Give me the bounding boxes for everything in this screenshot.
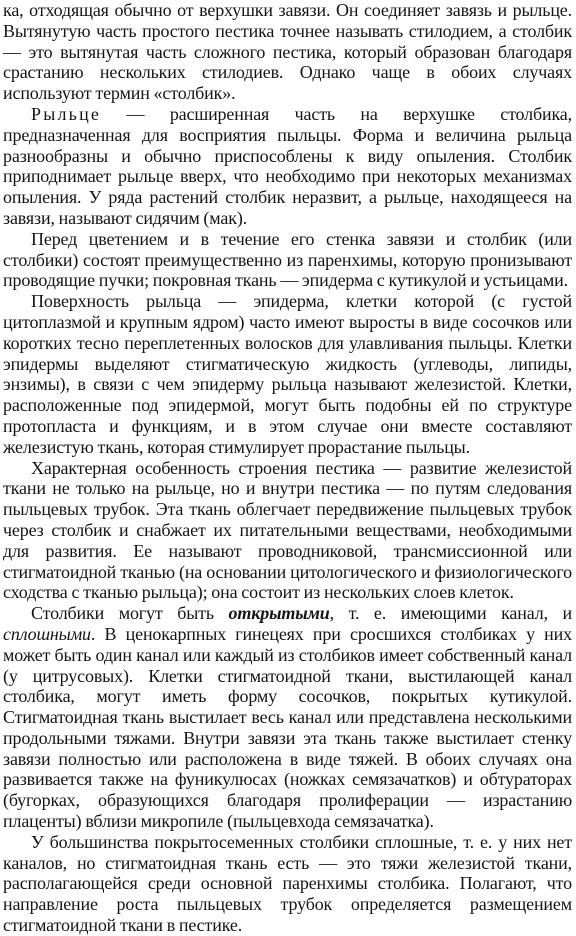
paragraph-text: Характерная особенность строения пестика — развитие железистой ткани не только на рыльце, но и внутри пестика — по путям следования пыльцевых трубок. Эта ткань облегчает передвижение пыльцевых трубок через столбик и снабжает их питательными веществами, необходимыми для развития. Ее называют проводниковой, трансмиссионной или стигматоидной тканью (на основании цитологического и физиологического сходства с тканью рыльца); она состоит из нескольких слоев клеток. (3, 457, 572, 603)
term-open: открытыми (228, 603, 330, 624)
paragraph-ovary-wall (3, 229, 572, 291)
paragraph-text: У большинства покрытосеменных столбики сплошные, т. е. у них нет каналов, но стигматоидная ткань есть — это тяжи железистой ткани, располагающейся среди основной паренхимы столбика. Полагают, что направление роста пыльцевых трубок определяется размещением стигматоидной ткани в пестике. (3, 831, 572, 936)
paragraph-text: Поверхность рыльца — эпидерма, клетки которой (с густой цитоплазмой и крупным ядром) часто имеют выросты в виде сосочков или коротких тесно переплетенных волосков для улавливания пыльцы. Клетки эпидермы выделяют стигматическую жидкость (углеводы, липиды, энзимы), в связи с чем эпидерму рыльца называют железистой. Клетки, расположенные под эпидермой, могут быть подобны ей по структуре протопласта и функциям, и в этом случае они вместе составляют железистую ткань, которая стимулирует прорастание пыльцы. (3, 291, 572, 457)
paragraph-text: — расширенная часть на верхушке столбика, предназначенная для восприятия пыльцы. Форма и величина рыльца разнообразны и обычно приспособлены к виду опыления. Столбик приподнимает рыльце вверх, что необходимо при некоторых механизмах опыления. У ряда растений столбик неразвит, а рыльце, находящееся на завязи, называют сидячим (мак). (3, 103, 572, 228)
paragraph-angiosperms (3, 832, 572, 936)
paragraph-text: Перед цветением и в течение его стенка завязи и столбик (или столбики) состоят преимущественно из паренхимы, которую пронизывают проводящие пучки; покровная ткань — эпидерма с кутикулой и устьицами. (3, 228, 572, 291)
term-solid: сплошными (3, 623, 91, 644)
paragraph-open-solid-styles (3, 603, 572, 832)
paragraph-style-term (3, 0, 572, 104)
paragraph-text: , т. е. имеющими канал, и (329, 603, 573, 624)
paragraph-text: Столбики могут быть (31, 603, 229, 624)
paragraph-stigma-surface (3, 291, 572, 457)
paragraph-transmitting-tissue (3, 458, 572, 604)
paragraph-text: ка, отходящая обычно от верхушки завязи. Он соединяет завязь и рыльце. Вытянутую часть простого пестика точнее называть стилодием, а столбик — это вытянутая часть сложного пестика, который образован благодаря срастанию нескольких стилодиев. Однако чаще в обоих случаях используют термин «столбик». (3, 0, 572, 104)
term-stigma: Рыльце (31, 103, 102, 124)
paragraph-stigma (3, 104, 572, 229)
paragraph-text: . В ценокарпных гинецеях при сросшихся столбиках у них может быть один канал или каждый из столбиков имеет собственный канал (у цитрусовых). Клетки стигматоидной ткани, выстилающей канал столбика, могут иметь форму сосочков, покрытых кутикулой. Стигматоидная ткань выстилает весь канал или представлена несколькими продольными тяжами. Внутри завязи эта ткань также выстилает стенку завязи полностью или расположена в виде тяжей. В обоих случаях она развивается также на фуникулюсах (ножках семязачатков) и обтураторах (бугорках, образующихся благодаря пролиферации — израстанию плаценты) вблизи микропиле (пыльцевхода семязачатка). (3, 623, 572, 832)
